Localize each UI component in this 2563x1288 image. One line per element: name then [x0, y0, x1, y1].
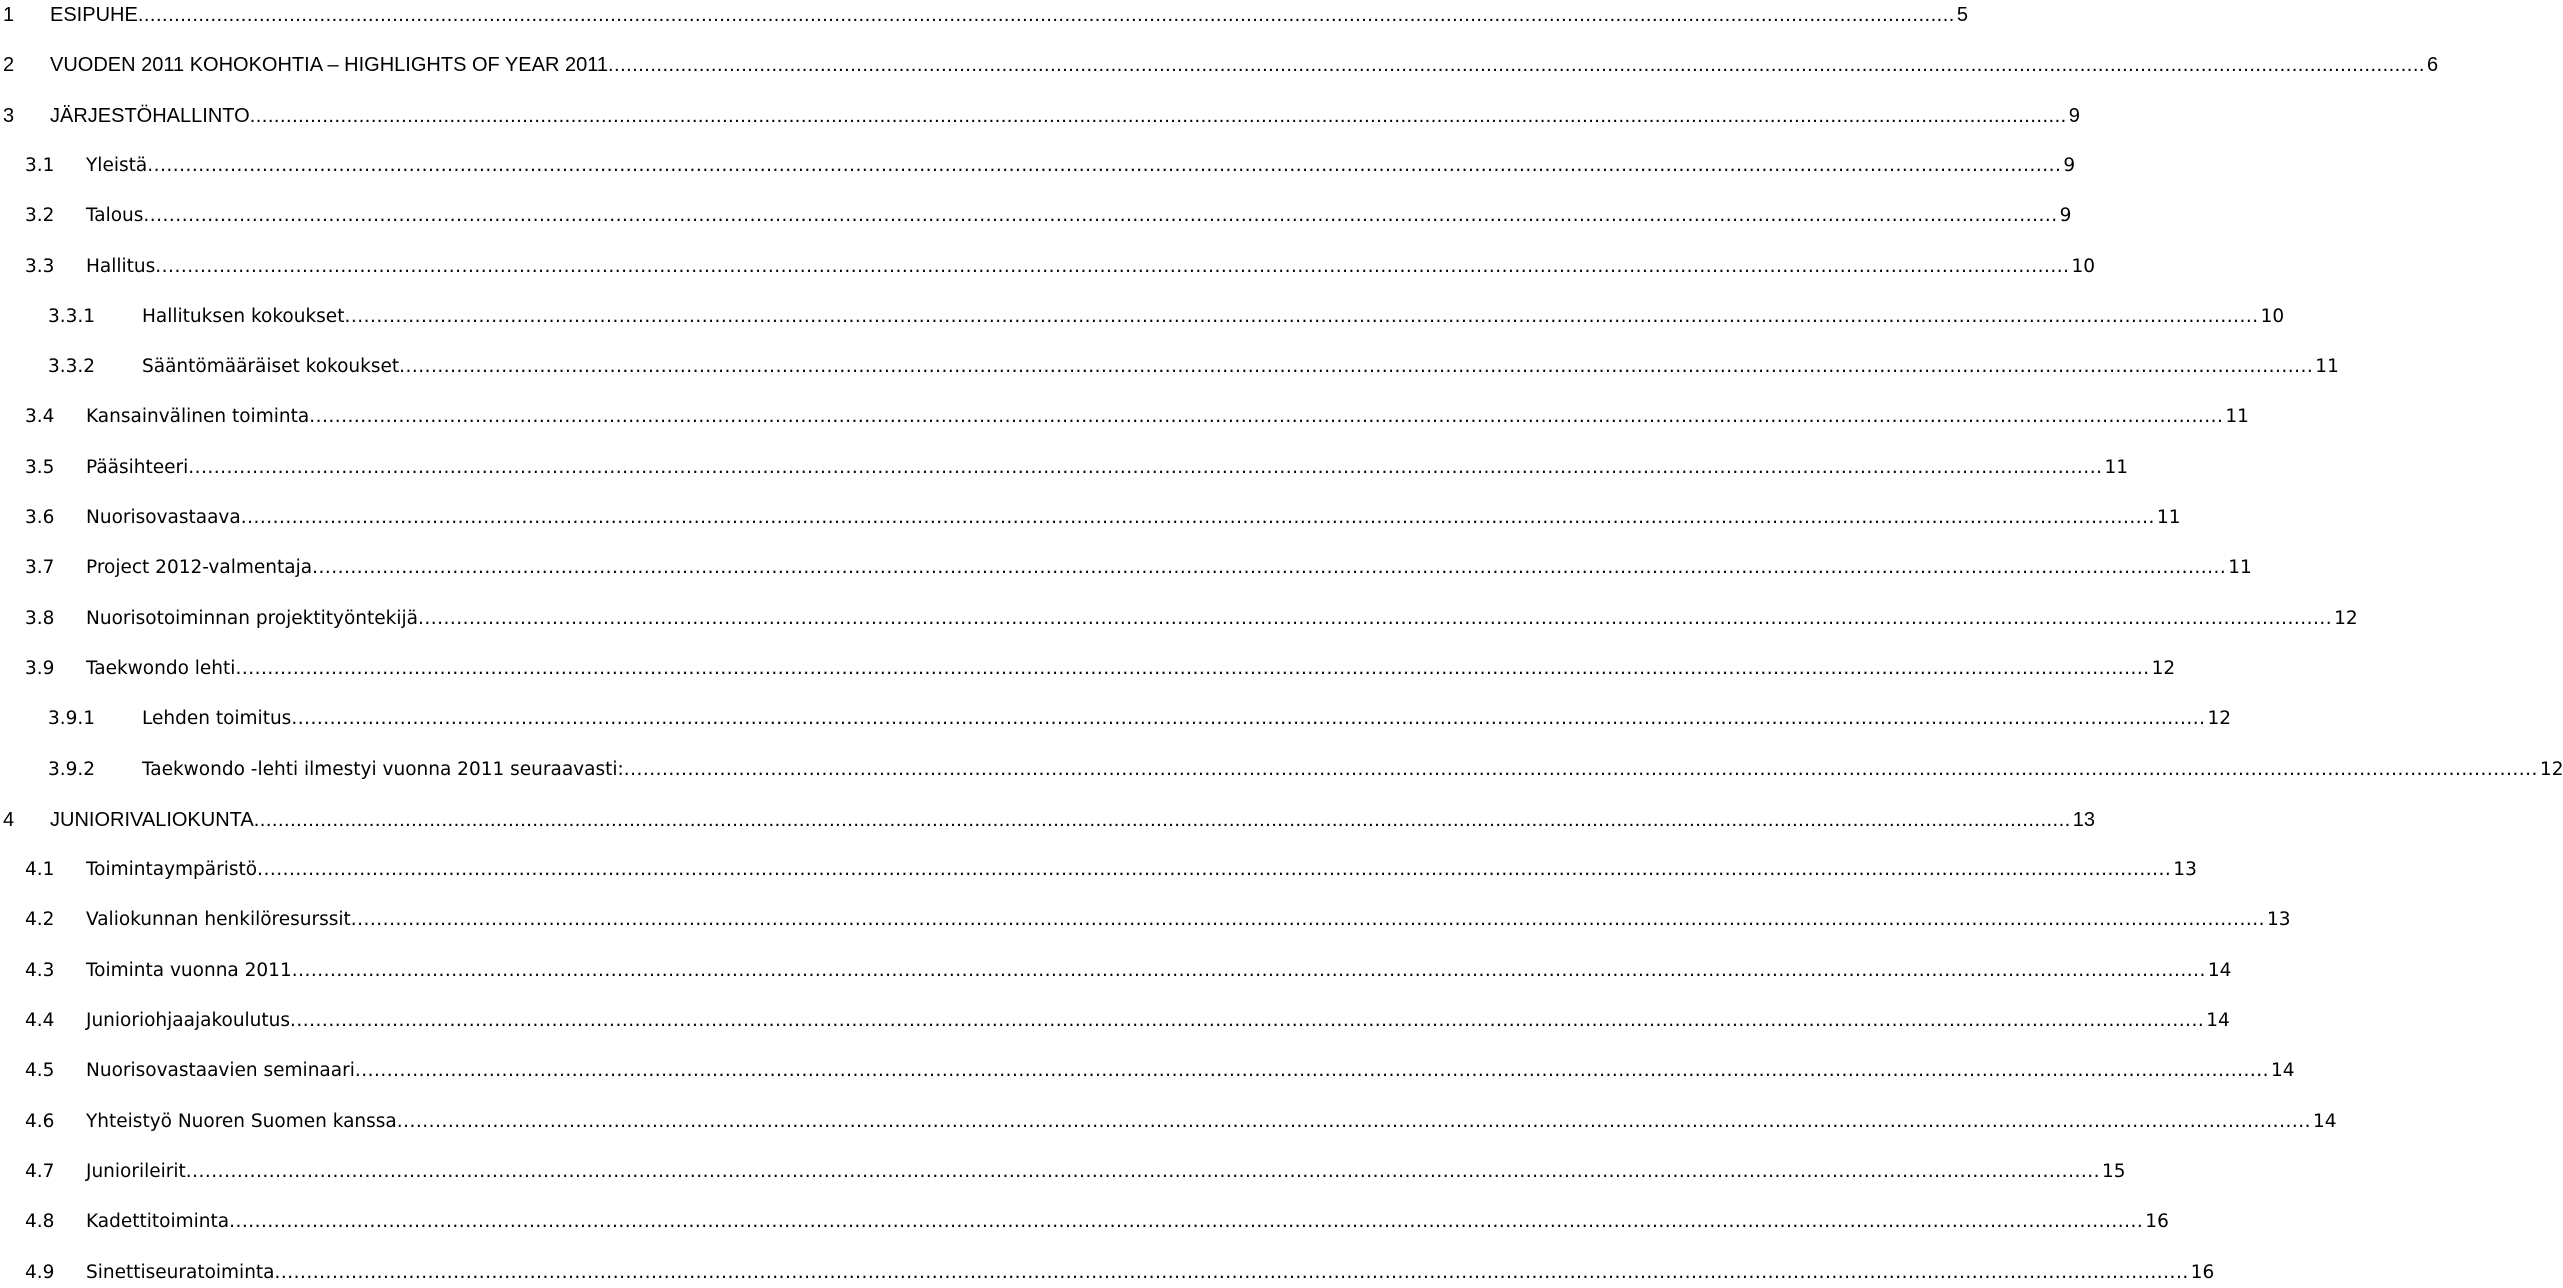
toc-number: 4.2 — [25, 909, 55, 931]
toc-leader-dots: ............................................................................................................................................................................................................................................................................................................ — [291, 959, 2206, 981]
toc-title[interactable]: JÄRJESTÖHALLINTO — [50, 101, 250, 131]
toc-number: 4.4 — [25, 1010, 55, 1031]
toc-leader-dots: ............................................................................................................................................................................................................................................................................................................ — [350, 909, 2265, 931]
toc-leader-dots: ............................................................................................................................................................................................................................................................................................................ — [354, 1060, 2270, 1082]
toc-title[interactable]: JUNIORIVALIOKUNTA — [50, 805, 254, 835]
toc-number: 3.6 — [25, 507, 55, 528]
toc-leader-dots: ............................................................................................................................................................................................................................................................................................................ — [235, 657, 2150, 679]
toc-page-number[interactable]: 14 — [2206, 1010, 2230, 1031]
toc-title[interactable]: Valiokunnan henkilöresurssit — [86, 905, 351, 935]
toc-page-number[interactable]: 14 — [2207, 959, 2232, 981]
toc-number: 2 — [3, 54, 15, 77]
toc-row[interactable] — [0, 503, 2181, 533]
toc-title[interactable]: Junioriohjaajakoulutus — [86, 1006, 290, 1036]
toc-number: 3.3.1 — [48, 305, 96, 327]
toc-row[interactable] — [0, 654, 2176, 684]
toc-page-number[interactable]: 14 — [2312, 1110, 2337, 1132]
toc-leader-dots: ............................................................................................................................................................................................................................................................................................................ — [147, 154, 2062, 176]
toc-number: 3.8 — [25, 607, 55, 629]
toc-title[interactable]: Pääsihteeri — [86, 453, 188, 483]
toc-leader-dots: ............................................................................................................................................................................................................................................................................................................ — [312, 557, 2227, 579]
toc-number: 4.1 — [25, 859, 55, 881]
toc-page-number[interactable]: 12 — [2539, 758, 2563, 780]
toc-row[interactable] — [0, 1207, 2169, 1237]
toc-row[interactable] — [0, 755, 2563, 785]
toc-leader-dots: ............................................................................................................................................................................................................................................................................................................ — [137, 4, 1955, 26]
toc-page-number[interactable]: 5 — [1956, 4, 1968, 26]
toc-page-number[interactable]: 12 — [2151, 657, 2176, 679]
toc-page-number[interactable]: 13 — [2072, 808, 2095, 831]
toc-page-number[interactable]: 11 — [2104, 456, 2128, 478]
toc-leader-dots: ............................................................................................................................................................................................................................................................................................................ — [253, 808, 2071, 831]
toc-row[interactable] — [0, 553, 2252, 583]
toc-number: 4.9 — [25, 1261, 55, 1283]
toc-row[interactable] — [0, 0, 1968, 30]
toc-row[interactable] — [0, 201, 2072, 231]
toc-title[interactable]: Talous — [86, 201, 143, 231]
toc-page-number[interactable]: 11 — [2315, 356, 2339, 378]
toc-page-number[interactable]: 12 — [2334, 607, 2358, 629]
toc-leader-dots: ............................................................................................................................................................................................................................................................................................................ — [623, 758, 2538, 780]
toc-number: 4.5 — [25, 1060, 55, 1082]
toc-leader-dots: ............................................................................................................................................................................................................................................................................................................ — [344, 305, 2259, 327]
toc-row[interactable] — [0, 453, 2128, 483]
toc-row[interactable] — [0, 905, 2291, 935]
toc-leader-dots: ............................................................................................................................................................................................................................................................................................................ — [309, 406, 2224, 428]
toc-title[interactable]: Nuorisovastaava — [86, 503, 241, 533]
toc-row[interactable] — [0, 604, 2358, 634]
toc-leader-dots: ............................................................................................................................................................................................................................................................................................................ — [607, 54, 2425, 77]
toc-page-number[interactable]: 13 — [2266, 909, 2291, 931]
toc-title[interactable]: Yleistä — [86, 151, 147, 181]
toc-leader-dots: ............................................................................................................................................................................................................................................................................................................ — [188, 456, 2103, 478]
toc-leader-dots: ............................................................................................................................................................................................................................................................................................................ — [291, 708, 2206, 730]
toc-row[interactable] — [0, 1157, 2126, 1187]
toc-page-number[interactable]: 13 — [2173, 859, 2197, 881]
toc-number: 4.8 — [25, 1211, 55, 1233]
toc-row[interactable] — [0, 1258, 2215, 1288]
toc-title[interactable]: Hallituksen kokoukset — [142, 302, 344, 332]
toc-page-number[interactable]: 16 — [2145, 1211, 2169, 1233]
toc-leader-dots: ............................................................................................................................................................................................................................................................................................................ — [185, 1160, 2100, 1182]
toc-number: 3.3 — [25, 255, 55, 277]
toc-row[interactable] — [0, 805, 2095, 835]
toc-title[interactable]: Juniorileirit — [86, 1157, 186, 1187]
toc-leader-dots: ............................................................................................................................................................................................................................................................................................................ — [155, 255, 2070, 277]
toc-page-number[interactable]: 14 — [2271, 1060, 2295, 1082]
toc-row[interactable] — [0, 402, 2249, 432]
toc-row[interactable] — [0, 1056, 2295, 1086]
toc-title[interactable]: Project 2012-valmentaja — [86, 553, 312, 583]
toc-title[interactable]: Sääntömääräiset kokoukset — [142, 352, 399, 382]
toc-number: 4.3 — [25, 959, 55, 981]
toc-page-number[interactable]: 10 — [2071, 255, 2096, 277]
toc-page-number[interactable]: 11 — [2156, 507, 2181, 528]
toc-title[interactable]: Hallitus — [86, 252, 155, 282]
toc-title[interactable]: Toiminta vuonna 2011 — [86, 956, 292, 986]
toc-number: 3.4 — [25, 406, 55, 428]
toc-row[interactable] — [0, 101, 2080, 131]
toc-leader-dots: ............................................................................................................................................................................................................................................................................................................ — [229, 1211, 2144, 1233]
toc-row[interactable] — [0, 704, 2232, 734]
toc-leader-dots: ............................................................................................................................................................................................................................................................................................................ — [417, 607, 2333, 629]
toc-page-number[interactable]: 12 — [2207, 708, 2232, 730]
toc-number: 3.3.2 — [48, 356, 96, 378]
toc-title[interactable]: Lehden toimitus — [142, 704, 291, 734]
toc-number: 4.7 — [25, 1160, 55, 1182]
toc-leader-dots: ............................................................................................................................................................................................................................................................................................................ — [290, 1010, 2205, 1031]
toc-title[interactable]: ESIPUHE — [50, 0, 138, 30]
toc-leader-dots: ............................................................................................................................................................................................................................................................................................................ — [274, 1261, 2189, 1283]
toc-page-number[interactable]: 11 — [2225, 406, 2249, 428]
toc-number: 3.7 — [25, 557, 55, 579]
toc-leader-dots: ............................................................................................................................................................................................................................................................................................................ — [396, 1110, 2311, 1132]
toc-number: 3.1 — [25, 154, 55, 176]
toc-number: 3.2 — [25, 205, 55, 227]
toc-title[interactable]: Toimintaympäristö — [86, 855, 257, 885]
toc-leader-dots: ............................................................................................................................................................................................................................................................................................................ — [249, 104, 2067, 127]
toc-title[interactable]: Nuorisovastaavien seminaari — [86, 1056, 355, 1086]
toc-row[interactable] — [0, 50, 2439, 80]
toc-title[interactable]: VUODEN 2011 KOHOKOHTIA – HIGHLIGHTS OF YEAR 2011 — [50, 50, 608, 80]
toc-number: 1 — [3, 4, 15, 26]
toc-row[interactable] — [0, 1107, 2337, 1137]
toc-title[interactable]: Kansainvälinen toiminta — [86, 402, 309, 432]
toc-title[interactable]: Kadettitoiminta — [86, 1207, 229, 1237]
toc-title[interactable]: Nuorisotoiminnan projektityöntekijä — [86, 604, 418, 634]
toc-title[interactable]: Taekwondo lehti — [86, 654, 235, 684]
toc-page-number[interactable]: 9 — [2068, 104, 2080, 127]
toc-number: 4 — [3, 808, 15, 831]
toc-page-number[interactable]: 11 — [2228, 557, 2252, 579]
toc-number: 3.9.2 — [48, 758, 96, 780]
toc-page-number[interactable]: 9 — [2063, 154, 2076, 176]
toc-title[interactable]: Taekwondo -lehti ilmestyi vuonna 2011 seuraavasti: — [142, 755, 624, 785]
toc-number: 4.6 — [25, 1110, 55, 1132]
toc-leader-dots: ............................................................................................................................................................................................................................................................................................................ — [257, 859, 2172, 881]
toc-title[interactable]: Sinettiseuratoiminta — [86, 1258, 275, 1288]
toc-title[interactable]: Yhteistyö Nuoren Suomen kanssa — [86, 1107, 397, 1137]
toc-row[interactable] — [0, 956, 2232, 986]
toc-leader-dots: ............................................................................................................................................................................................................................................................................................................ — [143, 205, 2058, 227]
toc-row[interactable] — [0, 252, 2096, 282]
toc-page-number[interactable]: 9 — [2059, 205, 2072, 227]
toc-row[interactable] — [0, 1006, 2230, 1036]
toc-page-number[interactable]: 10 — [2260, 305, 2285, 327]
toc-row[interactable] — [0, 352, 2339, 382]
toc-page-number[interactable]: 16 — [2190, 1261, 2215, 1283]
toc-number: 3.9.1 — [48, 708, 96, 730]
toc-number: 3.5 — [25, 456, 55, 478]
toc-number: 3.9 — [25, 657, 55, 679]
toc-page-number[interactable]: 15 — [2101, 1160, 2126, 1182]
toc-page-number[interactable]: 6 — [2426, 54, 2439, 77]
toc-row[interactable] — [0, 855, 2197, 885]
toc-leader-dots: ............................................................................................................................................................................................................................................................................................................ — [240, 507, 2155, 528]
toc-leader-dots: ............................................................................................................................................................................................................................................................................................................ — [399, 356, 2314, 378]
toc-number: 3 — [3, 104, 15, 127]
toc-row[interactable] — [0, 151, 2076, 181]
toc-row[interactable] — [0, 302, 2285, 332]
